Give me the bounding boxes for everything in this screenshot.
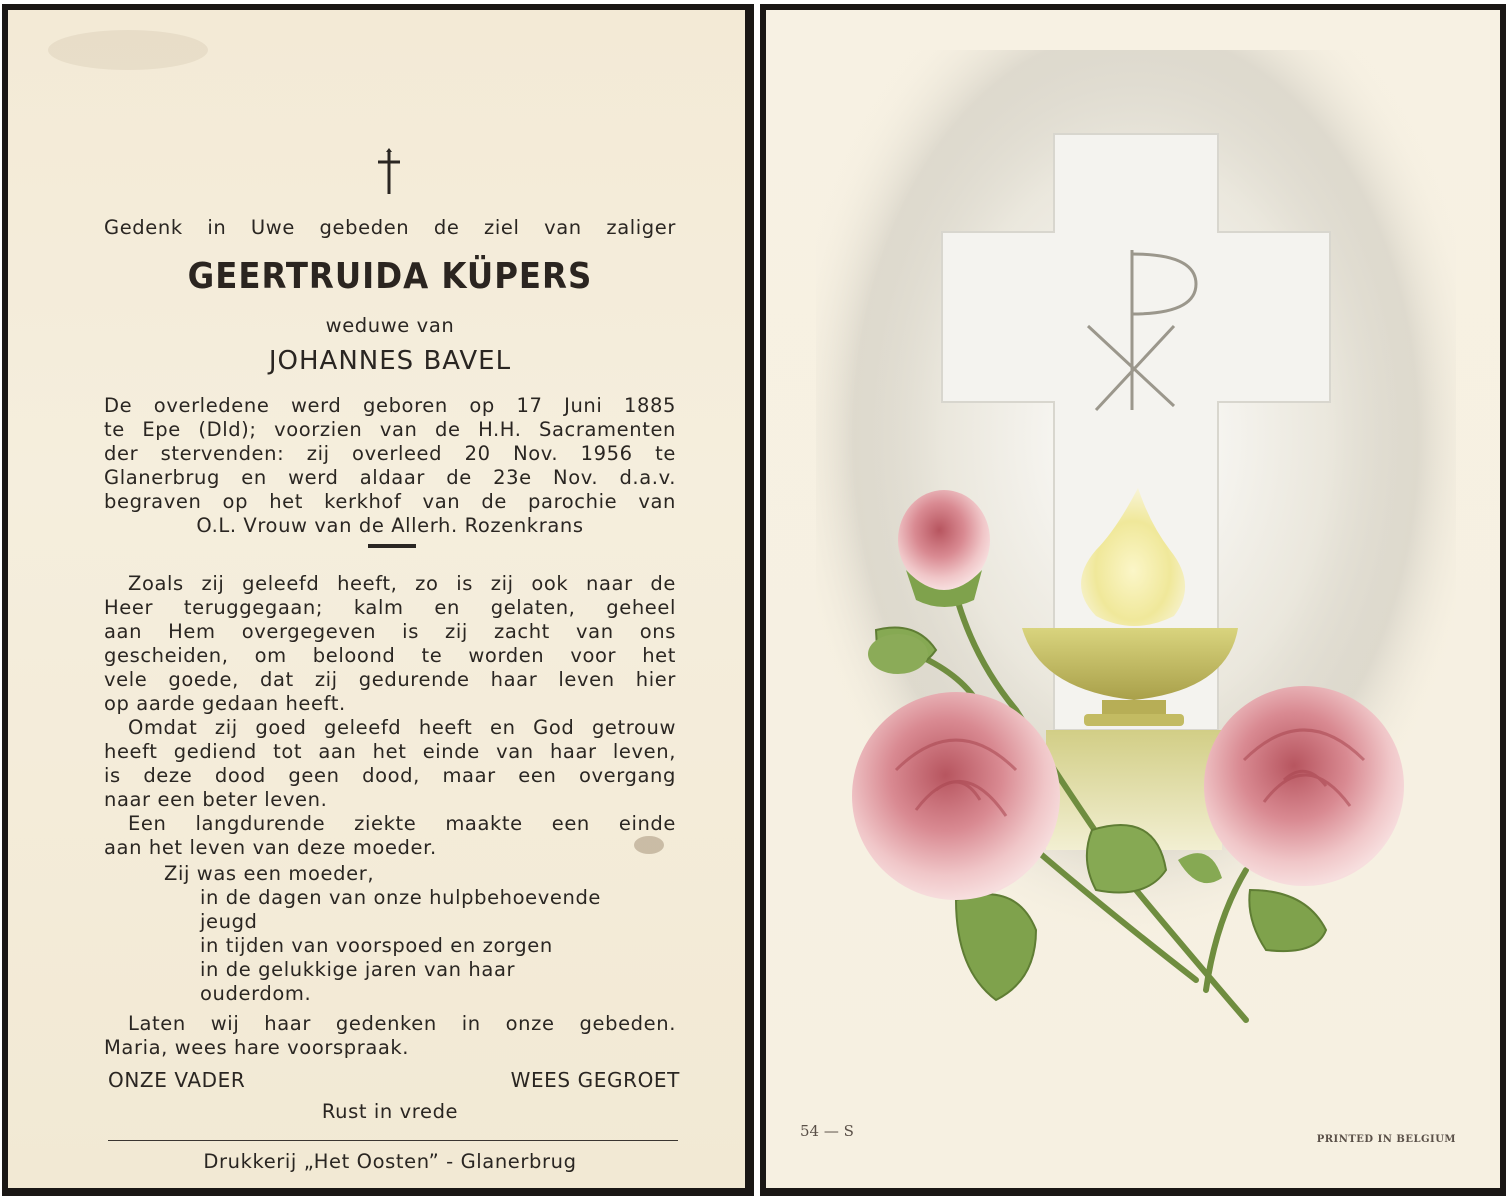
closing-line: Laten wij haar gedenken in onze gebeden. xyxy=(128,1012,676,1035)
tribute-line: Zoals zij geleefd heeft, zo is zij ook naar de xyxy=(128,572,676,595)
bio-line: der stervenden: zij overleed 20 Nov. 1956 te xyxy=(104,442,676,465)
tribute-line: aan Hem overgegeven is zij zacht van ons xyxy=(104,620,676,643)
poem-line: ouderdom. xyxy=(200,982,312,1005)
bio-line: te Epe (Dld); voorzien van de H.H. Sacramenten xyxy=(104,418,676,441)
spouse-name: JOHANNES BAVEL xyxy=(268,346,512,376)
paper-stain xyxy=(48,30,208,70)
biography-paragraph xyxy=(104,394,676,538)
tribute-line: Omdat zij goed geleefd heeft en God getrouw xyxy=(128,716,676,739)
bio-line: O.L. Vrouw van de Allerh. Rozenkrans xyxy=(196,514,584,537)
rest-in-peace-text: Rust in vrede xyxy=(321,1100,459,1123)
tribute-line: Heer teruggegaan; kalm en gelaten, geheel xyxy=(104,596,676,619)
tribute-line: vele goede, dat zij gedurende haar leven hier xyxy=(104,668,676,691)
cross-icon xyxy=(374,148,404,198)
printer-credit: Drukkerij „Het Oosten” - Glanerbrug xyxy=(203,1150,577,1173)
poem-line: in de dagen van onze hulpbehoevende xyxy=(200,886,602,909)
tribute-line: gescheiden, om beloond te worden voor het xyxy=(104,644,676,667)
tribute-line: naar een beter leven. xyxy=(104,788,328,811)
bio-line: Glanerbrug en werd aldaar de 23e Nov. d.a.v. xyxy=(104,466,676,489)
section-divider xyxy=(368,544,416,548)
poem-line: jeugd xyxy=(200,910,258,933)
tribute-line: Een langdurende ziekte maakte een einde xyxy=(128,812,676,835)
closing-paragraph xyxy=(104,1012,676,1060)
poem xyxy=(104,862,676,1006)
closing-line: Maria, wees hare voorspraak. xyxy=(104,1036,410,1059)
memorial-card-text-side xyxy=(2,4,754,1196)
deceased-name: GEERTRUIDA KÜPERS xyxy=(187,256,593,297)
printed-in-label: PRINTED IN BELGIUM xyxy=(1316,1134,1456,1145)
tribute-line: aan het leven van deze moeder. xyxy=(104,836,437,859)
bio-line: De overledene werd geboren op 17 Juni 1885 xyxy=(104,394,676,417)
card-code: 54 — S xyxy=(800,1122,854,1140)
poem-line: Zij was een moeder, xyxy=(164,862,375,885)
poem-line: in de gelukkige jaren van haar xyxy=(200,958,516,981)
heading-text: Gedenk in Uwe gebeden de ziel van zaliger xyxy=(104,216,676,239)
tribute-line: is deze dood geen dood, maar een overgang xyxy=(104,764,676,787)
memorial-card-image-side xyxy=(760,4,1506,1196)
bio-line: begraven op het kerkhof van de parochie van xyxy=(104,490,676,513)
tribute-line: op aarde gedaan heeft. xyxy=(104,692,346,715)
poem-line: in tijden van voorspoed en zorgen xyxy=(200,934,553,957)
tribute-paragraph xyxy=(104,572,676,860)
prayer-our-father: ONZE VADER xyxy=(108,1068,246,1092)
cross-lamp-roses-illustration xyxy=(766,10,1500,1186)
tribute-line: heeft gediend tot aan het einde van haar leven, xyxy=(104,740,676,763)
relation-text: weduwe van xyxy=(325,314,455,337)
footer-divider xyxy=(108,1140,678,1141)
prayer-hail-mary: WEES GEGROET xyxy=(510,1068,680,1092)
